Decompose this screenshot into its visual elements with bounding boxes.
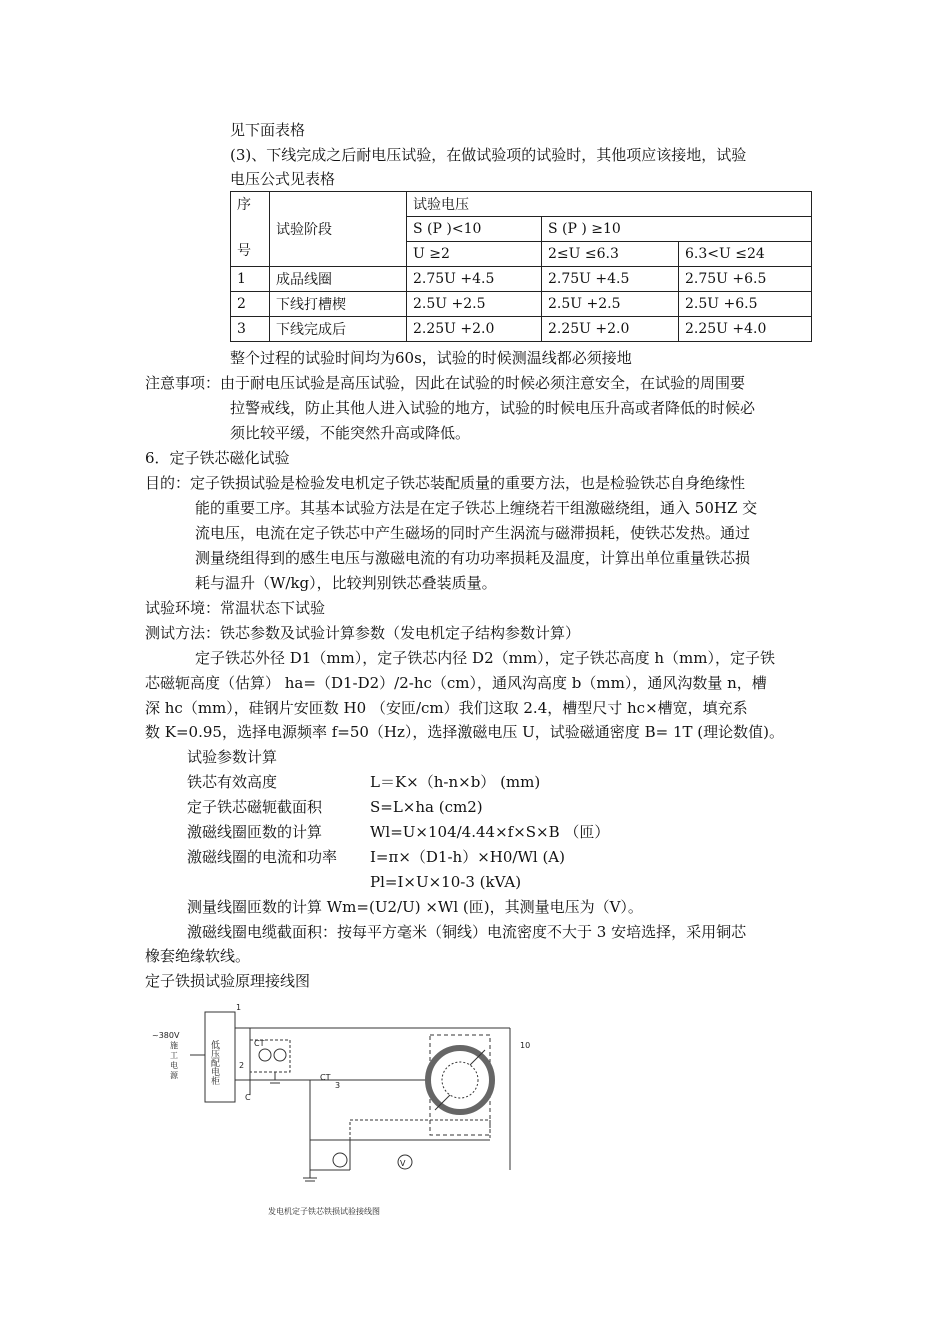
seq-header-cell bbox=[231, 192, 270, 267]
calc-title: 试验参数计算 bbox=[187, 748, 278, 766]
row-value-c: 2.5U +6.5 bbox=[679, 292, 812, 317]
purpose-line-4: 测量绕组得到的感生电压与激磁电流的有功功率损耗及温度，计算出单位重量铁芯损 bbox=[195, 549, 751, 567]
table-row bbox=[231, 267, 812, 292]
method-line-2: 芯磁轭高度（估算） ha=（D1-D2）/2-hc（cm），通风沟高度 b（mm），通风沟数量 n，槽 bbox=[145, 674, 767, 692]
method-line-4: 数 K=0.95，选择电源频率 f=50（Hz），选择激磁电压 U，试验磁通密度 B= 1T (理论数值)。 bbox=[145, 723, 784, 741]
row-value-a: 2.5U +2.5 bbox=[407, 292, 542, 317]
cabinet-label: 低压配电柜 bbox=[209, 1040, 219, 1085]
source-vertical-4: 源 bbox=[170, 1071, 178, 1080]
formula-label-3: 激磁线圈匝数的计算 bbox=[187, 823, 323, 841]
test-environment: 试验环境：常温状态下试验 bbox=[145, 599, 326, 617]
row-no: 1 bbox=[231, 267, 270, 292]
node-c: C bbox=[245, 1093, 251, 1102]
cable-line-1: 激磁线圈电缆截面积：按每平方毫米（铜线）电流密度不大于 3 安培选择，采用铜芯 bbox=[187, 923, 747, 941]
row-no: 3 bbox=[231, 317, 270, 342]
notice-line-1: 注意事项：由于耐电压试验是高压试验，因此在试验的时候必须注意安全，在试验的周围要 bbox=[145, 374, 746, 392]
source-vertical-1: 施 bbox=[170, 1041, 178, 1050]
test-method: 测试方法：铁芯参数及试验计算参数（发电机定子结构参数计算） bbox=[145, 624, 581, 642]
notice-line-3: 须比较平缓，不能突然升高或降低。 bbox=[230, 424, 471, 442]
header-un2: U ≥2 bbox=[407, 242, 542, 267]
formula-6: 测量线圈匝数的计算 Wm=(U2/U) ×Wl (匝)，其测量电压为（V）。 bbox=[187, 898, 643, 916]
seq-header-bottom: 号 bbox=[237, 243, 251, 259]
stage-header: 试验阶段 bbox=[270, 192, 407, 267]
row-value-a: 2.25U +2.0 bbox=[407, 317, 542, 342]
header-lt10: S (P )<10 bbox=[407, 217, 542, 242]
section-heading: 6．定子铁芯磁化试验 bbox=[145, 449, 290, 467]
row-value-a: 2.75U +4.5 bbox=[407, 267, 542, 292]
formula-4: I=π×（D1-h）×H0/Wl (A) bbox=[370, 848, 565, 866]
purpose-line-5: 耗与温升（W/kg），比较判别铁芯叠装质量。 bbox=[195, 574, 497, 592]
row-value-c: 2.25U +4.0 bbox=[679, 317, 812, 342]
test-voltage-table bbox=[230, 191, 812, 342]
table-row bbox=[231, 292, 812, 317]
table-row bbox=[231, 317, 812, 342]
row-stage: 成品线圈 bbox=[270, 267, 407, 292]
row-value-b: 2.25U +2.0 bbox=[542, 317, 679, 342]
node-3: 3 bbox=[335, 1081, 341, 1090]
wiring-diagram bbox=[150, 1000, 570, 1230]
volt-meter-label: V bbox=[400, 1159, 406, 1168]
header-range1: 2≤U ≤6.3 bbox=[542, 242, 679, 267]
method-line-1: 定子铁芯外径 D1（mm），定子铁芯内径 D2（mm），定子铁芯高度 h（mm），定子铁 bbox=[195, 649, 775, 667]
voltage-header: 试验电压 bbox=[407, 192, 812, 217]
row-stage: 下线打槽楔 bbox=[270, 292, 407, 317]
formula-label-4: 激磁线圈的电流和功率 bbox=[187, 848, 338, 866]
row-value-b: 2.75U +4.5 bbox=[542, 267, 679, 292]
header-ge10: S (P ) ≥10 bbox=[542, 217, 812, 242]
row-no: 2 bbox=[231, 292, 270, 317]
node-2: 2 bbox=[239, 1061, 245, 1070]
header-range2: 6.3<U ≤24 bbox=[679, 242, 812, 267]
ct-label-2: CT bbox=[320, 1073, 331, 1082]
node-10: 10 bbox=[520, 1041, 531, 1050]
intro-line-1: 见下面表格 bbox=[230, 121, 306, 139]
purpose-line-2: 能的重要工序。其基本试验方法是在定子铁芯上缠绕若干组激磁绕组，通入 50HZ 交 bbox=[195, 499, 758, 517]
source-vertical-2: 工 bbox=[170, 1051, 178, 1060]
node-1: 1 bbox=[236, 1003, 242, 1012]
formula-label-2: 定子铁芯磁轭截面积 bbox=[187, 798, 323, 816]
ct-label-1: CT bbox=[254, 1039, 265, 1048]
formula-label-1: 铁芯有效高度 bbox=[187, 773, 278, 791]
purpose-line-1: 目的：定子铁损试验是检验发电机定子铁芯装配质量的重要方法，也是检验铁芯自身绝缘性 bbox=[145, 474, 746, 492]
notice-line-2: 拉警戒线，防止其他人进入试验的地方，试验的时候电压升高或者降低的时候必 bbox=[230, 399, 756, 417]
diagram-title: 定子铁损试验原理接线图 bbox=[145, 972, 311, 990]
after-table-note: 整个过程的试验时间均为60s，试验的时候测温线都必须接地 bbox=[230, 349, 632, 367]
formula-3: Wl=U×104/4.44×f×S×B （匝） bbox=[370, 823, 610, 841]
method-line-3: 深 hc（mm），硅钢片安匝数 H0 （安匝/cm）我们这取 2.4，槽型尺寸 hc×槽宽，填充系 bbox=[145, 699, 748, 717]
source-label: ~380V bbox=[152, 1031, 180, 1040]
source-vertical-3: 电 bbox=[170, 1061, 178, 1070]
formula-1: L＝K×（h-n×b） (mm) bbox=[370, 773, 541, 791]
purpose-line-3: 流电压，电流在定子铁芯中产生磁场的同时产生涡流与磁滞损耗，使铁芯发热。通过 bbox=[195, 524, 751, 542]
formula-5: Pl=I×U×10-3 (kVA) bbox=[370, 873, 522, 891]
intro-line-3: 电压公式见表格 bbox=[230, 170, 336, 188]
formula-2: S=L×ha (cm2) bbox=[370, 798, 483, 816]
diagram-caption: 发电机定子铁芯铁损试验接线图 bbox=[268, 1207, 380, 1216]
row-value-c: 2.75U +6.5 bbox=[679, 267, 812, 292]
row-value-b: 2.5U +2.5 bbox=[542, 292, 679, 317]
cable-line-2: 橡套绝缘软线。 bbox=[145, 947, 251, 965]
seq-header-top: 序 bbox=[237, 197, 251, 213]
intro-line-2: (3)、下线完成之后耐电压试验，在做试验项的试验时，其他项应该接地，试验 bbox=[230, 146, 747, 164]
row-stage: 下线完成后 bbox=[270, 317, 407, 342]
